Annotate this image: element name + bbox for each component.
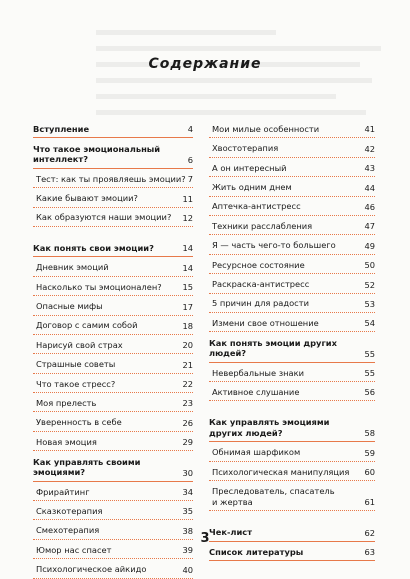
toc-entry [209,442,375,461]
toc-entry-label: Тест: как ты проявляешь эмоции? [36,173,186,184]
toc-column-right [209,119,375,561]
toc-entry-label: Жить одним днем [212,182,292,193]
toc-entry-label: Список литературы [209,546,304,557]
toc-entry [209,462,375,481]
toc-entry-page: 18 [182,320,193,331]
toc-entry-label: Какие бывают эмоции? [36,193,138,204]
toc-entry-label: 5 причин для радости [212,298,309,309]
toc-entry [33,482,193,501]
toc-entry-label: Смехотерапия [36,525,100,536]
toc-entry-label: Моя прелесть [36,397,97,408]
toc-entry-page: 55 [364,348,375,359]
toc-entry [33,412,193,431]
toc-entry [33,456,193,481]
toc-entry [209,294,375,313]
toc-entry-page: 52 [364,279,375,290]
toc-entry-label: Фрирайтинг [36,486,90,497]
toc-entry-label: А он интересный [212,162,287,173]
toc-entry-label: Насколько ты эмоционален? [36,281,162,292]
toc-entry-page: 46 [364,201,375,212]
toc-entry [209,235,375,254]
toc-entry-page: 42 [364,143,375,154]
toc-entry-label: Нарисуй свой страх [36,339,123,350]
toc-entry [33,374,193,393]
toc-entry-label: Техники расслабления [212,220,313,231]
toc-entry-page: 21 [182,359,193,370]
toc-entry-page: 53 [364,298,375,309]
toc-entry-label: Обнимая шарфиком [212,447,301,458]
toc-entry-page: 22 [182,379,193,390]
toc-entry-label: Раскраска-антистресс [212,279,310,290]
toc-column-left [33,119,193,579]
toc-entry-page: 50 [364,260,375,271]
toc-entry-page: 7 [187,174,193,185]
toc-entry [33,119,193,138]
toc-entry-label: Ресурсное состояние [212,259,305,270]
toc-entry-page: 58 [364,428,375,439]
toc-entry-page: 41 [364,124,375,135]
toc-entry-page: 59 [364,447,375,458]
toc-entry [209,313,375,332]
toc-entry [209,337,375,362]
toc-entry-label: Страшные советы [36,359,116,370]
toc-entry-label: Хвостотерапия [212,143,279,154]
toc-entry [33,169,193,188]
toc-entry [33,188,193,207]
toc-entry-label: Мои милые особенности [212,123,320,134]
toc-entry-page: 47 [364,221,375,232]
toc-entry [209,216,375,235]
toc-entry [33,559,193,578]
toc-entry-label: Опасные мифы [36,301,103,312]
toc-entry [33,393,193,412]
page-number: 3 [200,531,210,546]
toc-entry-page: 40 [182,564,193,575]
toc-entry-page: 44 [364,182,375,193]
toc-entry-page: 14 [182,262,193,273]
toc-entry-page: 20 [182,340,193,351]
toc-entry-page: 60 [364,467,375,478]
toc-entry-label: Психологическое айкидо [36,564,147,575]
toc-entry-label: Как понять свои эмоции? [33,242,154,253]
toc-entry-label: Вступление [33,123,90,134]
toc-entry-label: Как управлять эмоциями других людей? [209,417,330,438]
toc-entry-page: 34 [182,487,193,498]
toc-entry-page: 23 [182,398,193,409]
toc-entry [33,296,193,315]
toc-entry-page: 35 [182,506,193,517]
toc-entry-label: Невербальные знаки [212,367,305,378]
toc-entry-label: Дневник эмоций [36,262,109,273]
toc-entry [209,363,375,382]
toc-entry-page: 26 [182,417,193,428]
toc-entry-label: Аптечка-антистресс [212,201,301,212]
toc-entry-page: 11 [182,193,193,204]
toc-entry-page: 4 [187,124,193,135]
toc-entry-page: 17 [182,301,193,312]
toc-entry-label: Что такое эмоциональный интеллект? [33,143,161,165]
toc-entry [209,177,375,196]
toc-entry-page: 62 [364,527,375,538]
toc-entry [209,382,375,401]
toc-entry-page: 61 [364,497,375,508]
toc-entry [209,197,375,216]
toc-entry-label: Измени свое отношение [212,317,319,328]
toc-entry [209,119,375,138]
toc-entry [33,277,193,296]
toc-entry-label: Психологическая манипуляция [212,466,350,477]
toc-entry-label: Как понять эмоции других людей? [209,337,337,359]
toc-entry [33,354,193,373]
toc-entry-label: Активное слушание [212,386,300,397]
toc-entry-page: 54 [364,318,375,329]
toc-entry [209,274,375,293]
toc-entry-page: 63 [364,547,375,558]
toc-entry-page: 55 [364,368,375,379]
toc-entry [209,158,375,177]
toc-entry-label: Преследователь, спасатель и жертва [212,486,335,507]
toc-entry-page: 30 [182,467,193,478]
toc-entry-label: Уверенность в себе [36,417,122,428]
toc-entry [33,335,193,354]
toc-entry-label: Что такое стресс? [36,378,116,389]
toc-entry [33,238,193,257]
toc-entry [33,432,193,451]
toc-entry-page: 38 [182,525,193,536]
toc-entry-page: 15 [182,282,193,293]
page-title: Содержание [148,56,262,72]
toc-entry-label: Как образуются наши эмоции? [36,212,172,223]
toc-entry-page: 39 [182,545,193,556]
toc-entry [33,208,193,227]
toc-entry-page: 56 [364,387,375,398]
toc-entry [209,481,375,511]
toc-entry [33,143,193,168]
toc-entry [209,255,375,274]
toc-entry-label: Как управлять своими эмоциями? [33,456,141,478]
toc-entry [33,257,193,276]
toc-entry [209,412,375,442]
toc-entry-page: 6 [187,154,193,165]
toc-entry-page: 49 [364,240,375,251]
toc-entry-label: Юмор нас спасет [36,544,112,555]
toc-entry-page: 14 [182,243,193,254]
toc-entry [209,138,375,157]
toc-entry-label: Чек-лист [209,527,253,538]
toc-entry-label: Новая эмоция [36,436,97,447]
toc-entry-label: Сказкотерапия [36,505,103,516]
toc-entry-page: 12 [182,212,193,223]
toc-entry-label: Я — часть чего-то большего [212,240,336,251]
toc-entry-page: 29 [182,437,193,448]
toc-entry [33,501,193,520]
toc-entry-label: Договор с самим собой [36,320,138,331]
toc-entry [33,316,193,335]
toc-entry-page: 43 [364,163,375,174]
